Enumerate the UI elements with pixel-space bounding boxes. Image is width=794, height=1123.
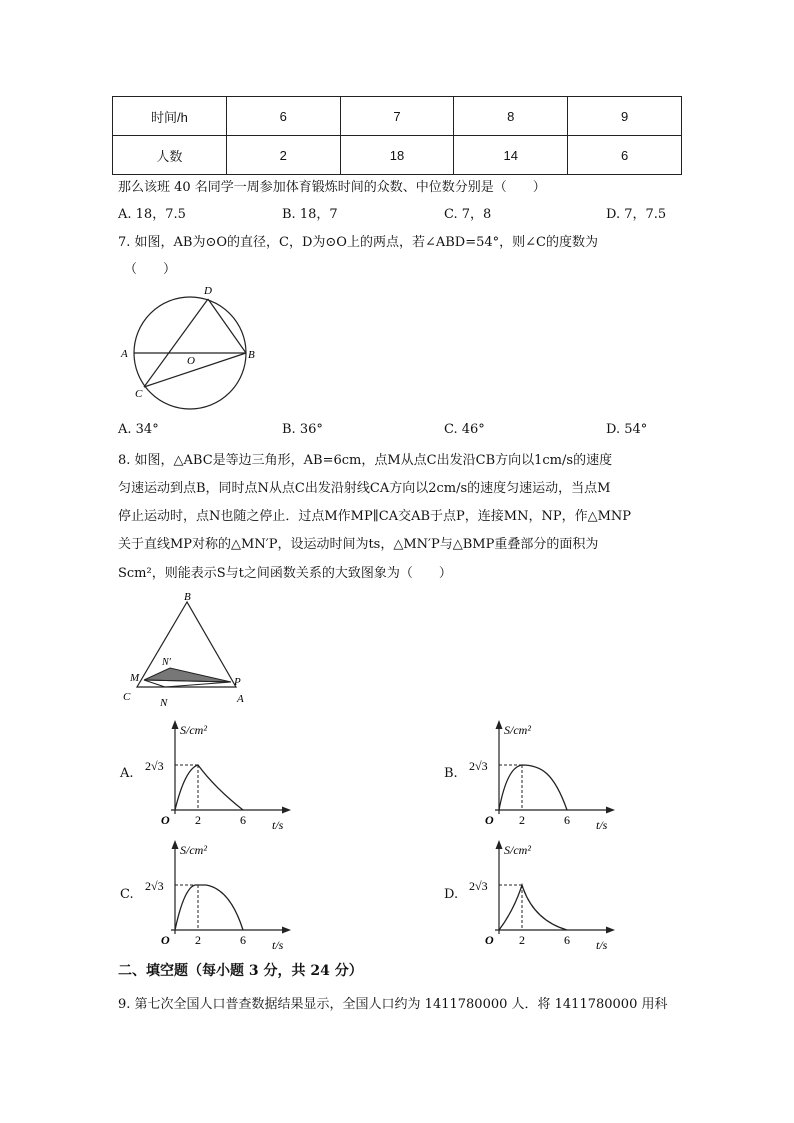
label-a: A	[237, 693, 244, 705]
table-cell: 7	[340, 97, 454, 136]
segment-dc	[144, 299, 208, 387]
y-axis-arrow	[496, 720, 503, 729]
table-cell: 14	[454, 136, 568, 175]
label-n: N	[160, 697, 168, 709]
table-row	[113, 136, 682, 175]
label-p: P	[234, 676, 241, 688]
label-c: C	[135, 388, 143, 400]
table-cell: 6	[568, 136, 682, 175]
graph-d[interactable]	[462, 838, 622, 953]
function-curve	[499, 765, 567, 810]
y-axis-label: S/cm²	[504, 723, 531, 737]
q8-option-c-label[interactable]: C.	[120, 887, 134, 902]
y-tick-label: 2√3	[469, 879, 488, 893]
q8-line-3: 停止运动时，点N也随之停止．过点M作MP∥CA交AB于点P，连接MN，NP，作△MNP	[118, 509, 632, 524]
q6-option-a[interactable]: A. 18，7.5	[118, 207, 186, 222]
x-tick-6: 6	[564, 933, 570, 947]
q8-line-4: 关于直线MP对称的△MN′P，设运动时间为ts，△MN′P与△BMP重叠部分的面积为	[118, 537, 599, 552]
graph-a[interactable]	[138, 718, 298, 833]
x-axis-arrow	[282, 807, 291, 814]
label-o: O	[187, 355, 195, 367]
q7-option-d[interactable]: D. 54°	[606, 422, 648, 437]
q7-line-1: 7. 如图，AB为⊙O的直径，C，D为⊙O上的两点，若∠ABD=54°，则∠C的度数为	[118, 235, 598, 250]
data-table	[112, 96, 682, 175]
table-cell: 6	[226, 97, 340, 136]
q8-option-a-label[interactable]: A.	[120, 766, 134, 781]
q6-question-end: 那么该班 40 名同学一周参加体育锻炼时间的众数、中位数分别是（ ）	[118, 180, 546, 195]
origin-label: O	[485, 933, 494, 947]
x-tick-2: 2	[195, 933, 201, 947]
x-axis-label: t/s	[596, 938, 608, 952]
x-tick-2: 2	[519, 933, 525, 947]
label-n-prime: N′	[162, 657, 171, 668]
origin-label: O	[161, 813, 170, 827]
x-tick-2: 2	[195, 813, 201, 827]
segment-mn	[144, 680, 165, 687]
graph-b[interactable]	[462, 718, 622, 833]
x-axis-label: t/s	[596, 818, 608, 832]
y-tick-label: 2√3	[145, 759, 164, 773]
table-cell: 时间/h	[113, 97, 227, 136]
label-a: A	[121, 348, 128, 360]
function-curve	[175, 765, 243, 810]
q8-option-d-label[interactable]: D.	[444, 887, 459, 902]
q6-option-b[interactable]: B. 18，7	[282, 207, 338, 222]
table-cell: 人数	[113, 136, 227, 175]
y-axis-arrow	[496, 840, 503, 849]
x-axis-arrow	[606, 807, 615, 814]
label-b: B	[248, 349, 255, 361]
q7-option-c[interactable]: C. 46°	[444, 422, 485, 437]
y-axis-label: S/cm²	[180, 843, 207, 857]
x-axis-arrow	[282, 927, 291, 934]
q7-option-b[interactable]: B. 36°	[282, 422, 323, 437]
q8-line-2: 匀速运动到点B，同时点N从点C出发沿射线CA方向以2cm/s的速度匀速运动，当点M	[118, 481, 611, 496]
q9-line-1: 9. 第七次全国人口普查数据结果显示，全国人口约为 1411780000 人．将 1411780000 用科	[118, 997, 668, 1012]
q8-line-5: Scm²，则能表示S与t之间函数关系的大致图象为（ ）	[118, 566, 452, 581]
segment-cb	[144, 353, 246, 387]
q6-option-d[interactable]: D. 7，7.5	[606, 207, 667, 222]
segment-bd	[208, 299, 246, 353]
x-axis-label: t/s	[272, 818, 284, 832]
table-cell: 18	[340, 136, 454, 175]
q8-line-1: 8. 如图，△ABC是等边三角形，AB=6cm，点M从点C出发沿CB方向以1cm/s的速度	[118, 453, 613, 468]
y-axis-label: S/cm²	[504, 843, 531, 857]
table-cell: 8	[454, 97, 568, 136]
label-b: B	[184, 591, 191, 603]
y-axis-label: S/cm²	[180, 723, 207, 737]
label-c: C	[123, 691, 131, 703]
x-tick-6: 6	[564, 813, 570, 827]
origin-label: O	[485, 813, 494, 827]
function-curve	[499, 885, 567, 930]
table-cell: 9	[568, 97, 682, 136]
q7-circle-figure	[118, 282, 268, 412]
table-cell: 2	[226, 136, 340, 175]
q7-line-2: （ ）	[124, 262, 177, 277]
table-row	[113, 97, 682, 136]
x-tick-6: 6	[240, 813, 246, 827]
x-tick-2: 2	[519, 813, 525, 827]
q7-option-a[interactable]: A. 34°	[118, 422, 159, 437]
x-axis-arrow	[606, 927, 615, 934]
y-axis-arrow	[172, 720, 179, 729]
q8-triangle-figure	[118, 590, 258, 710]
y-tick-label: 2√3	[469, 759, 488, 773]
x-tick-6: 6	[240, 933, 246, 947]
origin-label: O	[161, 933, 170, 947]
graph-c[interactable]	[138, 838, 298, 953]
label-m: M	[130, 672, 140, 684]
label-d: D	[204, 285, 212, 297]
section-title: 二、填空题（每小题 3 分，共 24 分）	[118, 963, 363, 979]
y-tick-label: 2√3	[145, 879, 164, 893]
q6-option-c[interactable]: C. 7，8	[444, 207, 492, 222]
y-axis-arrow	[172, 840, 179, 849]
function-curve	[175, 885, 243, 930]
x-axis-label: t/s	[272, 938, 284, 952]
segment-np	[165, 682, 231, 687]
q8-option-b-label[interactable]: B.	[444, 766, 458, 781]
